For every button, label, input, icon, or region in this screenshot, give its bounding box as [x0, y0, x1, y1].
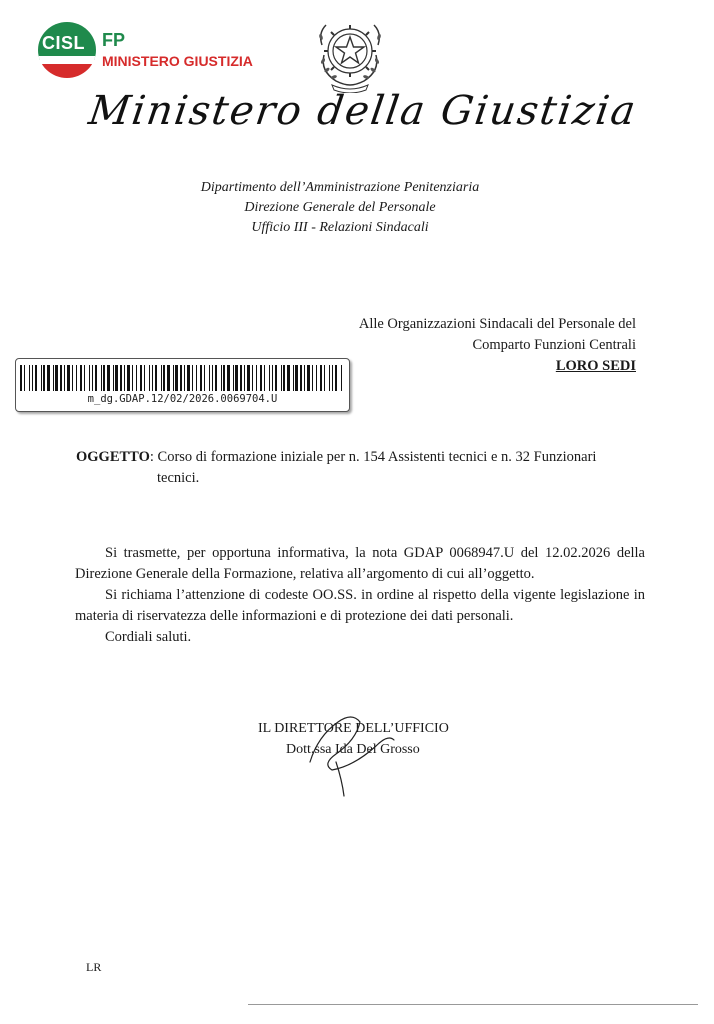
- recipient-line-1: Alle Organizzazioni Sindacali del Personale del: [358, 316, 636, 332]
- author-initials: LR: [86, 960, 102, 974]
- recipient-line-2: Comparto Funzioni Centrali: [472, 337, 636, 353]
- italian-republic-emblem-icon: [314, 15, 386, 93]
- page-bottom-rule: [248, 1004, 698, 1005]
- department-block: [170, 178, 510, 238]
- fp-logo-text: FP: [102, 30, 126, 50]
- cisl-fp-logo: [38, 22, 268, 82]
- subject-block: OGGETTO: Corso di formazione iniziale per n. 154 Assistenti tecnici e n. 32 Funzionari tecnici.: [76, 447, 646, 489]
- handwritten-signature: [296, 700, 406, 800]
- signatory-name: Dott.ssa Ida Del Grosso: [286, 742, 420, 757]
- ministero-giustizia-logo-text: MINISTERO GIUSTIZIA: [102, 53, 253, 69]
- body-paragraph-3: Cordiali saluti.: [105, 629, 192, 645]
- cisl-logo-text: CISL: [42, 33, 86, 53]
- recipient-line-3: LORO SEDI: [555, 358, 636, 374]
- body-paragraph-1: Si trasmette, per opportuna informativa, la nota GDAP 0068947.U del 12.02.2026 della Direzione Generale della Formazione, relativa all’argomento di cui all’oggetto.: [75, 545, 645, 582]
- body-paragraph-2: Si richiama l’attenzione di codeste OO.SS. in ordine al rispetto della vigente legislazione in materia di riservatezza delle informazioni e di protezione dei dati personali.: [75, 587, 645, 624]
- subject-label: OGGETTO: [76, 449, 150, 465]
- barcode-icon: [20, 365, 343, 391]
- department-name: Dipartimento dell’Amministrazione Penitenziaria: [200, 180, 480, 195]
- protocol-code: m_dg.GDAP.12/02/2026.0069704.U: [87, 393, 278, 405]
- protocol-barcode-label: [15, 358, 350, 412]
- ministry-title: Ministero della Giustizia: [85, 88, 640, 134]
- signatory-role: IL DIRETTORE DELL’UFFICIO: [258, 721, 449, 736]
- office-name: Ufficio III - Relazioni Sindacali: [251, 220, 429, 235]
- subject-text-line-1: Corso di formazione iniziale per n. 154 Assistenti tecnici e n. 32 Funzionari: [157, 449, 597, 465]
- letter-body: [75, 543, 645, 648]
- subject-text-line-2: tecnici.: [157, 470, 200, 486]
- direction-name: Direzione Generale del Personale: [244, 200, 436, 215]
- recipient-block: [359, 314, 636, 377]
